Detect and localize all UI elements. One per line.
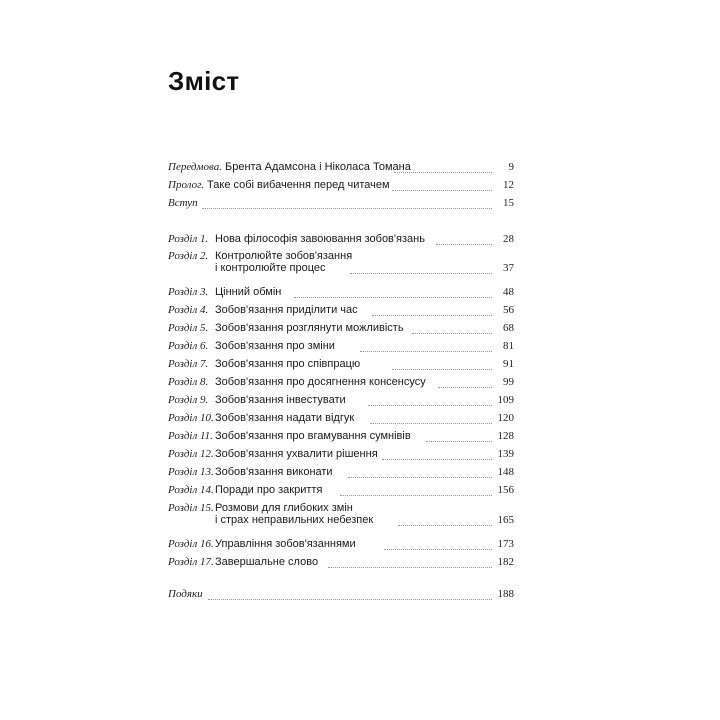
chapter-label: Розділ 9. (168, 394, 209, 406)
page-number: 28 (503, 233, 514, 245)
toc-entry-chapter[interactable] (168, 394, 514, 412)
chapter-title: Розмови для глибоких змін (215, 502, 353, 514)
page-number: 48 (503, 286, 514, 298)
entry-text (168, 179, 390, 191)
page-number: 165 (497, 514, 514, 526)
toc-entry-chapter[interactable] (168, 376, 514, 394)
chapter-label: Розділ 5. (168, 322, 209, 334)
dot-leader (426, 441, 492, 442)
entry-label: Вступ (168, 197, 198, 209)
chapter-label: Розділ 15. (168, 502, 214, 514)
entry-label: Передмова. (168, 161, 222, 173)
entry-text (168, 588, 203, 600)
chapter-title: Цінний обмін (215, 286, 282, 298)
chapter-label: Розділ 6. (168, 340, 209, 352)
dot-leader (412, 333, 492, 334)
page-number: 120 (497, 412, 514, 424)
dot-leader (384, 549, 492, 550)
dot-leader (202, 208, 492, 209)
page-number: 156 (497, 484, 514, 496)
chapter-label: Розділ 3. (168, 286, 209, 298)
entry-text (168, 197, 198, 209)
chapter-title: Управління зобов'язаннями (215, 538, 356, 550)
chapter-title: Завершальне слово (215, 556, 319, 568)
dot-leader (392, 190, 492, 191)
toc-entry-chapter[interactable] (168, 466, 514, 484)
dot-leader (340, 495, 492, 496)
dot-leader (368, 405, 492, 406)
chapter-title: Поради про закриття (215, 484, 323, 496)
toc-entry-chapter[interactable] (168, 430, 514, 448)
toc-entry-chapter[interactable] (168, 412, 514, 430)
dot-leader (372, 315, 492, 316)
toc-entry-foreword[interactable] (168, 161, 514, 179)
page-number: 68 (503, 322, 514, 334)
chapter-title: Зобов'язання приділити час (215, 304, 358, 316)
toc-entry-acknowledgements[interactable] (168, 588, 514, 606)
chapter-title: Зобов'язання надати відгук (215, 412, 355, 424)
page-number: 99 (503, 376, 514, 388)
toc-entry-chapter[interactable] (168, 250, 514, 282)
toc-entry-chapter[interactable] (168, 502, 514, 534)
dot-leader (348, 477, 492, 478)
chapter-label: Розділ 10. (168, 412, 214, 424)
dot-leader (398, 525, 492, 526)
entry-label: Подяки (168, 588, 203, 600)
page-number: 139 (497, 448, 514, 460)
toc-entry-introduction[interactable] (168, 197, 514, 215)
chapter-title-line2: і контролюйте процес (215, 262, 326, 274)
toc-entry-chapter[interactable] (168, 358, 514, 376)
chapter-title: Зобов'язання про вгамування сумнівів (215, 430, 411, 442)
chapter-title: Контролюйте зобов'язання (215, 250, 353, 262)
toc-entry-chapter[interactable] (168, 304, 514, 322)
dot-leader (392, 369, 492, 370)
toc-entry-chapter[interactable] (168, 340, 514, 358)
entry-label: Пролог. (168, 179, 204, 191)
page-number: 109 (497, 394, 514, 406)
chapter-title: Зобов'язання про зміни (215, 340, 335, 352)
toc-entry-chapter[interactable] (168, 286, 514, 304)
page-number: 188 (497, 588, 514, 600)
dot-leader (360, 351, 492, 352)
toc-entry-chapter[interactable] (168, 556, 514, 574)
page-number: 9 (508, 161, 514, 173)
chapter-label: Розділ 13. (168, 466, 214, 478)
chapter-label: Розділ 16. (168, 538, 214, 550)
entry-title: Таке собі вибачення перед читачем (204, 179, 390, 191)
chapter-label: Розділ 2. (168, 250, 209, 262)
dot-leader (350, 273, 492, 274)
page-number: 81 (503, 340, 514, 352)
chapter-label: Розділ 4. (168, 304, 209, 316)
chapter-title: Зобов'язання виконати (215, 466, 333, 478)
page-number: 148 (497, 466, 514, 478)
toc-entry-chapter[interactable] (168, 448, 514, 466)
dot-leader (370, 423, 492, 424)
dot-leader (208, 599, 492, 600)
toc-entry-chapter[interactable] (168, 538, 514, 556)
chapter-title: Зобов'язання про співпрацю (215, 358, 361, 370)
chapter-label: Розділ 17. (168, 556, 214, 568)
dot-leader (436, 244, 492, 245)
chapter-title: Зобов'язання ухвалити рішення (215, 448, 378, 460)
page-number: 173 (497, 538, 514, 550)
toc-entry-chapter[interactable] (168, 233, 514, 251)
chapter-title: Зобов'язання інвестувати (215, 394, 346, 406)
chapter-title: Зобов'язання про досягнення консенсусу (215, 376, 426, 388)
chapter-title: Зобов'язання розглянути можливість (215, 322, 404, 334)
page-title: Зміст (168, 66, 240, 96)
entry-title: Брента Адамсона і Ніколаса Томана (221, 161, 411, 173)
page-number: 91 (503, 358, 514, 370)
chapter-title-line2: і страх неправильних небезпек (215, 514, 374, 526)
toc-entry-prologue[interactable] (168, 179, 514, 197)
dot-leader (328, 567, 492, 568)
chapter-label: Розділ 8. (168, 376, 209, 388)
chapter-label: Розділ 11. (168, 430, 213, 442)
chapter-label: Розділ 1. (168, 233, 209, 245)
toc-entry-chapter[interactable] (168, 484, 514, 502)
page-number: 56 (503, 304, 514, 316)
page-number: 37 (503, 262, 514, 274)
entry-text (168, 161, 411, 173)
dot-leader (382, 459, 492, 460)
dot-leader (438, 387, 492, 388)
page-number: 128 (497, 430, 514, 442)
page-number: 15 (503, 197, 514, 209)
page-number: 182 (497, 556, 514, 568)
dot-leader (394, 172, 492, 173)
toc-entry-chapter[interactable] (168, 322, 514, 340)
page-number: 12 (503, 179, 514, 191)
chapter-title: Нова філософія завоювання зобов'язань (215, 233, 425, 245)
dot-leader (294, 297, 492, 298)
chapter-label: Розділ 7. (168, 358, 209, 370)
chapter-label: Розділ 14. (168, 484, 214, 496)
chapter-label: Розділ 12. (168, 448, 214, 460)
